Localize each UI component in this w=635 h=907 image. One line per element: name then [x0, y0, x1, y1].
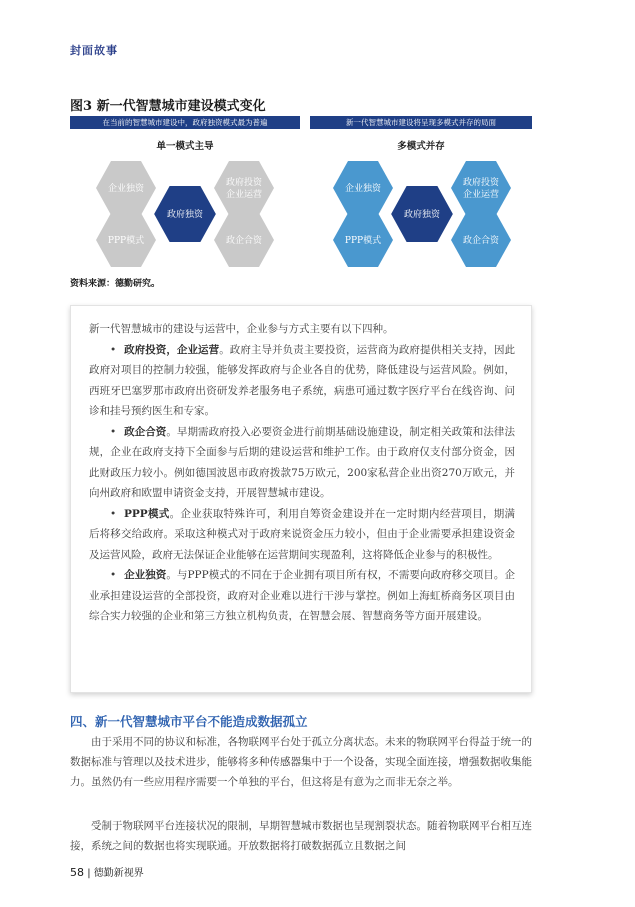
hex-bottom-left [333, 213, 393, 267]
box-item [89, 565, 515, 627]
hex-center-label: 政府独资 [403, 210, 441, 220]
bullet-dot: • [110, 425, 117, 438]
footer-separator: | [87, 868, 91, 879]
box-item-term: 政企合资 [124, 425, 167, 438]
hex-bottom-right [451, 213, 511, 267]
paragraph-text: 由于采用不同的协议和标准，各物联网平台处于孤立分离状态。未来的物联网平台得益于统一的数据标准与管理以及技术进步，能够将多种传感器集中于一个设备，实现全面连接，增强数据收集能力。虽然仍有一些应用程序需要一个单独的平台，但这将是有意为之而非无奈之举。 [70, 736, 532, 788]
box-item-term: 企业独资 [124, 569, 167, 581]
hex-center [390, 185, 454, 243]
section-heading: 四、新一代智慧城市平台不能造成数据孤立 [70, 714, 308, 729]
bullet-dot: • [110, 569, 117, 581]
hex-center-label: 政府独资 [166, 210, 204, 220]
box-item [89, 504, 515, 566]
hex-top-right-label-1: 政府投资 [225, 178, 263, 188]
hex-bottom-right-label: 政企合资 [225, 236, 263, 246]
box-item-text: 。早期需政府投入必要资金进行前期基础设施建设，制定相关政策和法律法规，企业在政府支持下全面参与后期的建设运营和维护工作。由于政府仅支付部分资金，因此财政压力较小。例如德国波恩市政府拨款75万欧元，200家私营企业出资270万欧元，并向州政府和欧盟申请资金支持，开展智慧城市建设。 [89, 425, 516, 499]
hex-top-right-label-2: 企业运营 [225, 190, 263, 200]
figure-title: 图3 新一代智慧城市建设模式变化 [70, 99, 266, 114]
body-paragraph-2 [70, 816, 532, 856]
sidebar-box [70, 305, 532, 693]
hex-top-left-label: 企业独资 [344, 184, 382, 194]
hex-top-right-label-2: 企业运营 [462, 190, 500, 200]
hex-bottom-right [214, 213, 274, 267]
hex-top-right-label-1: 政府投资 [462, 178, 500, 188]
hex-top-left [333, 161, 393, 215]
figure-source: 资料来源：德勤研究。 [70, 279, 161, 289]
left-diagram-title: 单一模式主导 [156, 141, 214, 152]
hex-bottom-right-label: 政企合资 [462, 236, 500, 246]
hex-center [153, 185, 217, 243]
box-item-text: 。企业获取特殊许可，利用自筹资金建设并在一定时期内经营项目，期满后将移交给政府。采取这种模式对于政府来说资金压力较小，但由于企业需要承担建设资金及运营风险，政府无法保证企业能够在运营期间实现盈利，这将降低企业参与的积极性。 [89, 507, 516, 561]
box-item-term: PPP模式 [124, 507, 170, 520]
body-paragraph-1 [70, 732, 532, 792]
box-item [89, 422, 515, 504]
right-diagram-banner: 新一代智慧城市建设将呈现多模式并存的局面 [310, 116, 532, 129]
multi-mode-diagram [333, 158, 511, 268]
box-item [89, 340, 515, 422]
bullet-dot: • [110, 343, 117, 356]
paragraph-text: 受制于物联网平台连接状况的限制，早期智慧城市数据也呈现割裂状态。随着物联网平台相互连接，系统之间的数据也将实现联通。开放数据将打破数据孤立且数据之间 [70, 820, 532, 852]
left-diagram-banner: 在当前的智慧城市建设中，政府独资模式最为普遍 [70, 116, 300, 129]
box-item-text: 。政府主导并负责主要投资，运营商为政府提供相关支持，因此政府对项目的控制力较强，能够发挥政府与企业各自的优势，降低建设与运营风险。例如，西班牙巴塞罗那市政府出资研发养老服务电子系统，病患可通过数字医疗平台在线咨询、问诊和挂号预约医生和专家。 [89, 343, 516, 417]
hex-top-right [451, 161, 511, 215]
hex-bottom-left-label: PPP模式 [344, 236, 382, 246]
bullet-dot: • [110, 507, 117, 520]
box-item-term: 政府投资，企业运营 [124, 343, 220, 356]
hex-top-left [96, 161, 156, 215]
page-footer [70, 864, 144, 879]
hex-top-left-label: 企业独资 [107, 184, 145, 194]
hex-top-right [214, 161, 274, 215]
box-item-text: 。与PPP模式的不同在于企业拥有项目所有权，不需要向政府移交项目。企业承担建设运营的全部投资，政府对企业难以进行干涉与掌控。例如上海虹桥商务区项目由综合实力较强的企业和第三方独立机构负责，在智慧会展、智慧商务等方面开展建设。 [89, 569, 515, 622]
right-diagram-title: 多模式并存 [397, 141, 445, 152]
section-label: 封面故事 [70, 44, 118, 57]
publication-name: 德勤新视界 [93, 868, 144, 879]
page-number: 58 [70, 866, 84, 879]
box-intro: 新一代智慧城市的建设与运营中，企业参与方式主要有以下四种。 [89, 323, 394, 335]
hex-bottom-left-label: PPP模式 [107, 236, 145, 246]
single-mode-diagram [96, 158, 274, 268]
hex-bottom-left [96, 213, 156, 267]
